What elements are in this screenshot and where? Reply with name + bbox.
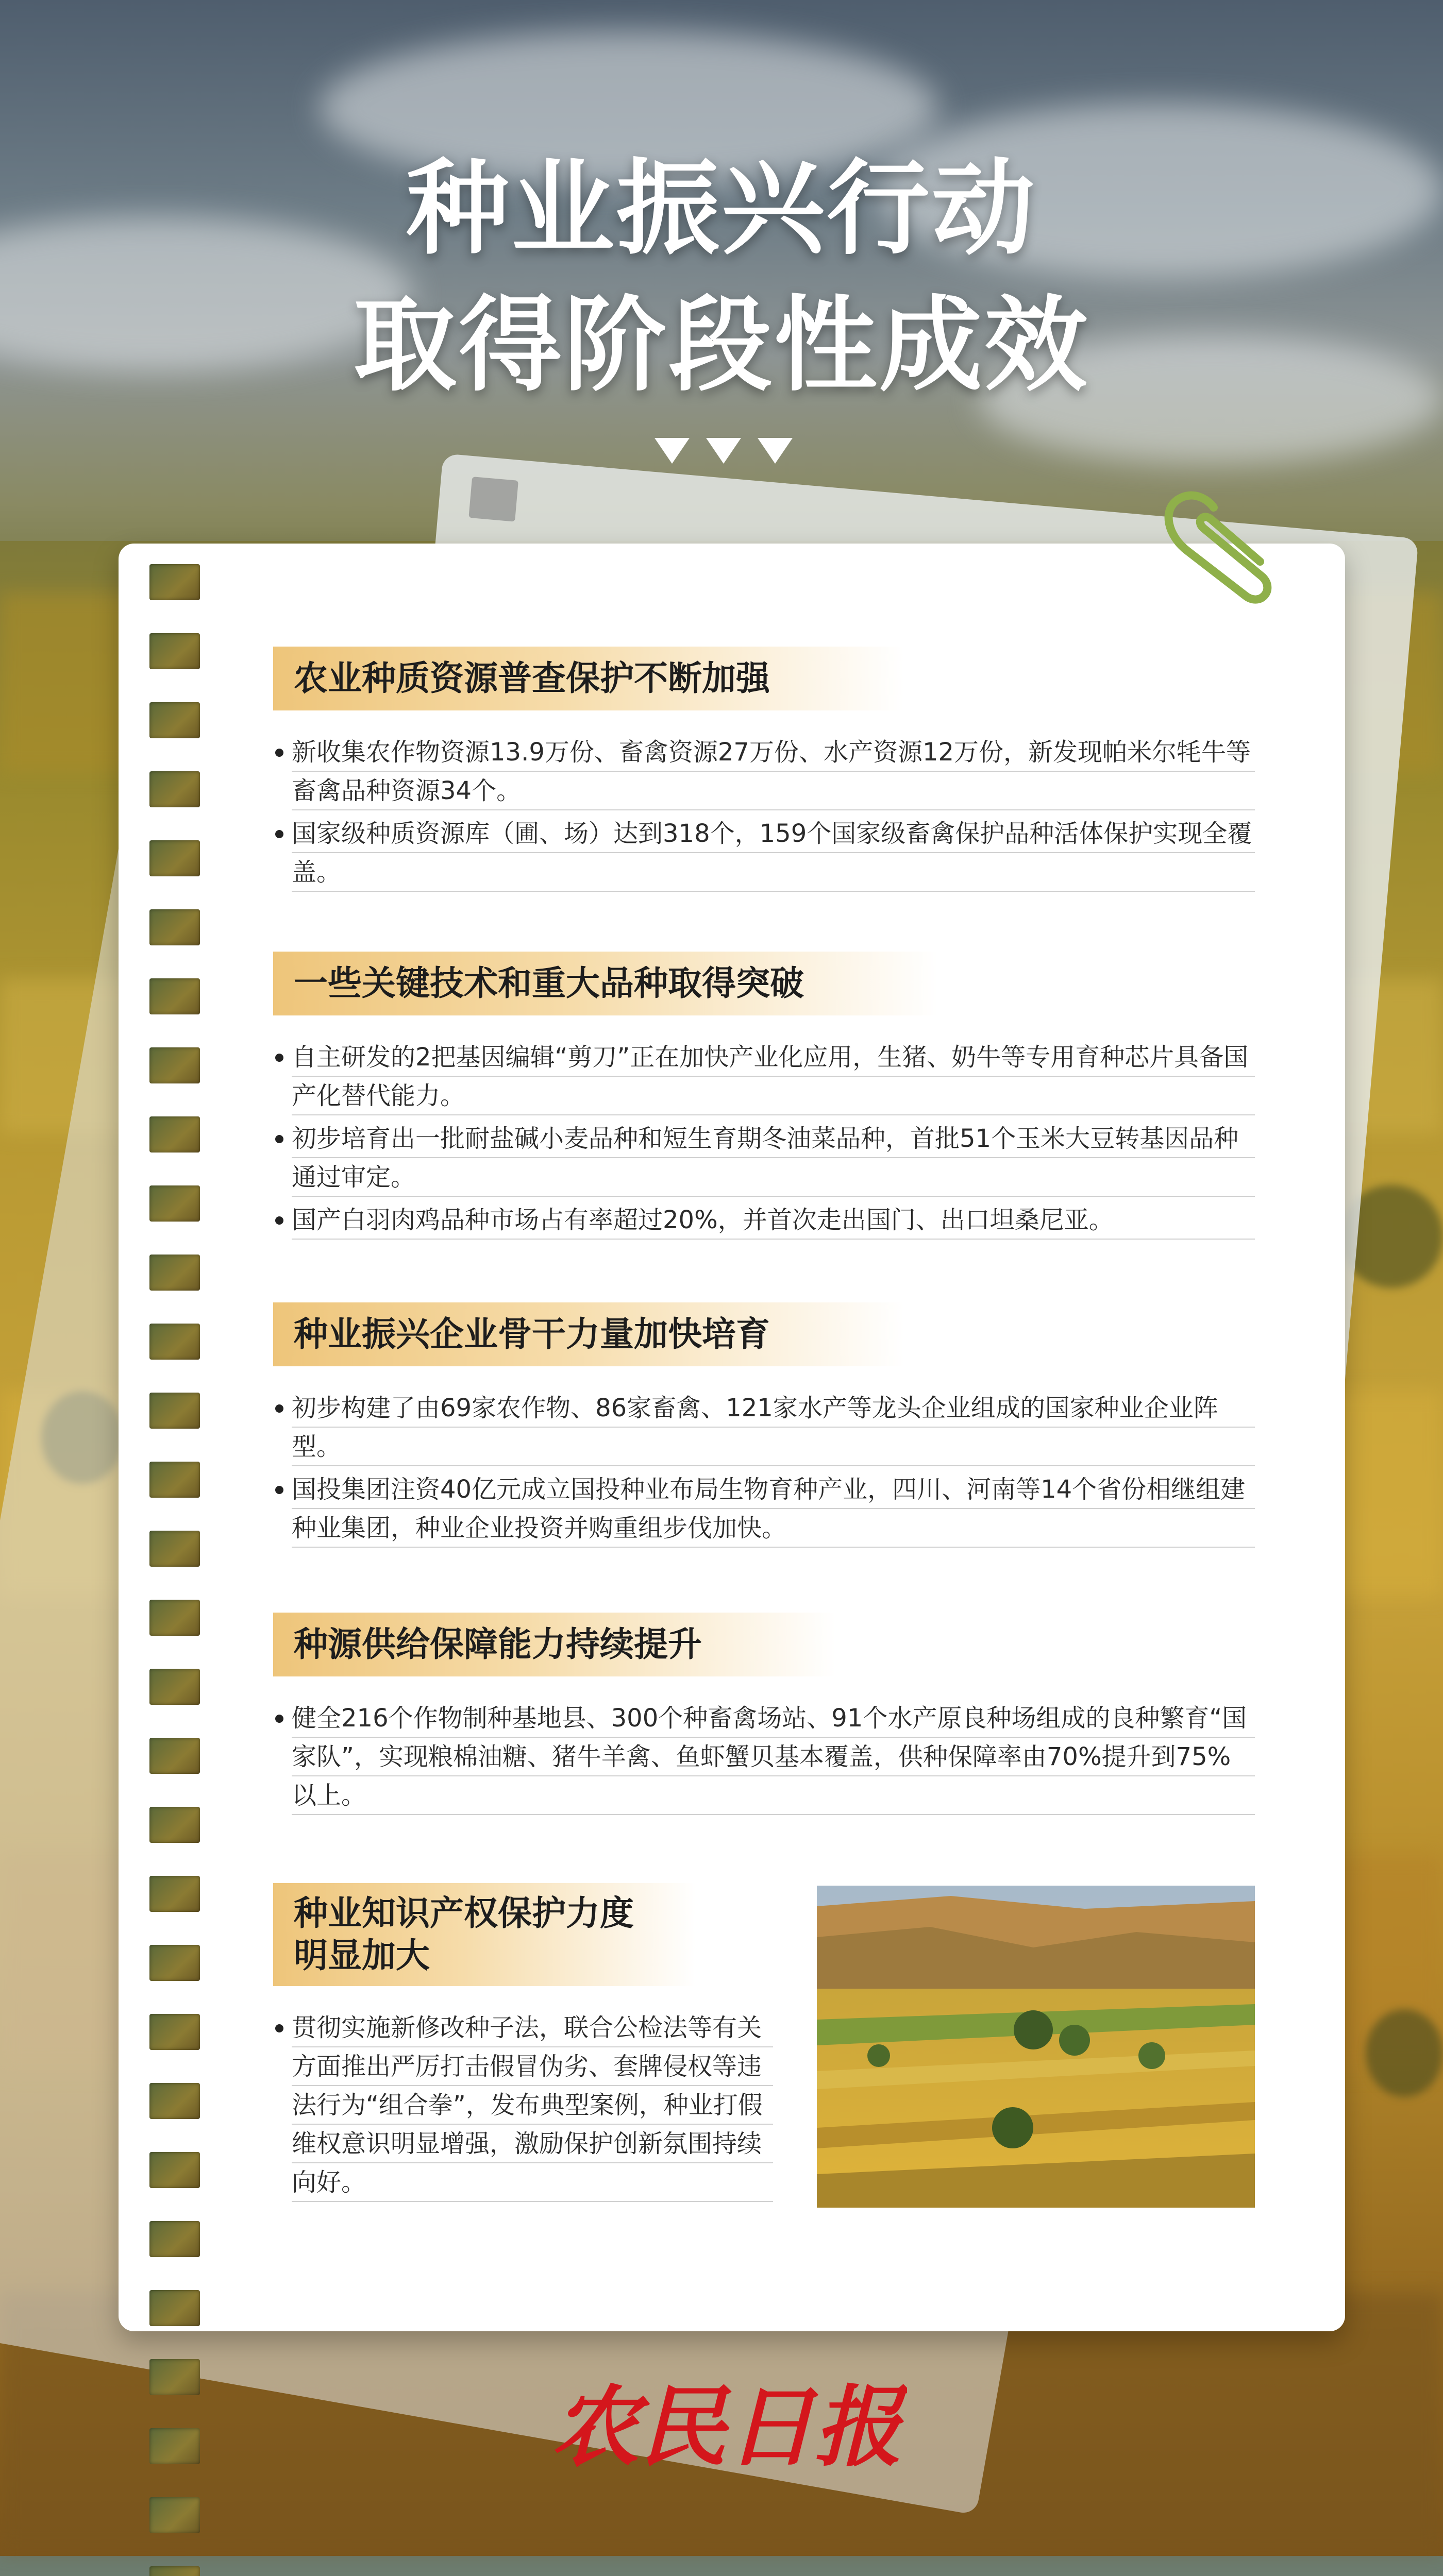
section-heading: 种业振兴企业骨干力量加快培育 [273, 1302, 904, 1366]
list-item: 健全216个作物制种基地县、300个种畜禽场站、91个水产原良种场组成的良种繁育“国家队”，实现粮棉油糖、猪牛羊禽、鱼虾蟹贝基本覆盖，供种保障率由70%提升到75%以上。 [273, 1699, 1255, 1815]
list-item: 新收集农作物资源13.9万份、畜禽资源27万份、水产资源12万份，新发现帕米尔牦牛等畜禽品种资源34个。 [273, 733, 1255, 810]
list-item: 国投集团注资40亿元成立国投种业布局生物育种产业，四川、河南等14个省份相继组建种业集团，种业企业投资并购重组步伐加快。 [273, 1470, 1255, 1548]
list-item: 初步培育出一批耐盐碱小麦品种和短生育期冬油菜品种，首批51个玉米大豆转基因品种通过审定。 [273, 1120, 1255, 1197]
newspaper-logo [546, 2375, 907, 2478]
section-key-tech [273, 952, 1255, 1244]
logo-calligraphy-icon [546, 2375, 907, 2478]
section-ip-protection [273, 1883, 773, 2206]
section-enterprises [273, 1302, 1255, 1552]
section-heading: 一些关键技术和重大品种取得突破 [273, 952, 938, 1015]
section-heading: 种业知识产权保护力度 明显加大 [273, 1883, 696, 1986]
paperclip-icon [1157, 479, 1276, 623]
section-supply [273, 1613, 1255, 1819]
list-item: 国家级种质资源库（圃、场）达到318个，159个国家级畜禽保护品种活体保护实现全覆盖。 [273, 815, 1255, 892]
section-germplasm [273, 647, 1255, 896]
section-heading: 农业种质资源普查保护不断加强 [273, 647, 904, 710]
notebook-holes [149, 564, 201, 2576]
list-item: 国产白羽肉鸡品种市场占有率超过20%，并首次走出国门、出口坦桑尼亚。 [273, 1201, 1255, 1240]
main-title-line-1: 种业振兴行动 [406, 149, 1037, 269]
down-arrows-icon [655, 438, 794, 474]
list-item: 自主研发的2把基因编辑“剪刀”正在加快产业化应用，生猪、奶牛等专用育种芯片具备国产化替代能力。 [273, 1038, 1255, 1115]
section-heading: 种源供给保障能力持续提升 [273, 1613, 836, 1676]
farmland-photo [817, 1886, 1255, 2208]
svg-text:农民日报: 农民日报 [551, 2376, 902, 2478]
list-item: 初步构建了由69家农作物、86家畜禽、121家水产等龙头企业组成的国家种业企业阵型。 [273, 1389, 1255, 1466]
list-item: 贯彻实施新修改种子法，联合公检法等有关方面推出严厉打击假冒伪劣、套牌侵权等违法行为“组合拳”，发布典型案例，种业打假维权意识明显增强，激励保护创新氛围持续向好。 [273, 2009, 773, 2202]
main-title-line-2: 取得阶段性成效 [353, 285, 1089, 405]
